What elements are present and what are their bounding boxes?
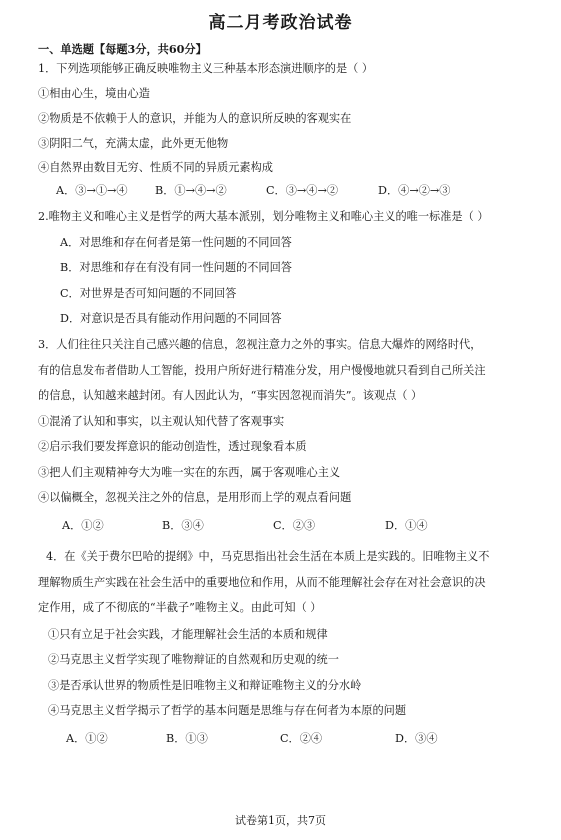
option-d[interactable]: D．①④ (385, 519, 428, 532)
statement-item: ②启示我们要发挥意识的能动创造性，透过现象看本质 (38, 440, 307, 453)
option-b[interactable]: B．对思维和存在有没有同一性问题的不同回答 (60, 261, 292, 274)
option-d[interactable]: D．④→②→③ (378, 184, 451, 197)
option-b[interactable]: B．③④ (162, 519, 204, 532)
section-heading: 一、单选题【每题3分，共60分】 (38, 42, 207, 56)
option-b[interactable]: B．①③ (166, 732, 208, 745)
statement-item: ①混淆了认知和事实，以主观认知代替了客观事实 (38, 415, 285, 428)
statement-item: ③是否承认世界的物质性是旧唯物主义和辩证唯物主义的分水岭 (48, 679, 362, 692)
option-c[interactable]: C．②③ (273, 519, 316, 532)
statement-item: ②物质是不依赖于人的意识，并能为人的意识所反映的客观实在 (38, 112, 352, 125)
question-stem: 2.唯物主义和唯心主义是哲学的两大基本派别，划分唯物主义和唯心主义的唯一标准是（ ） (38, 210, 489, 223)
option-a[interactable]: A．①② (66, 732, 108, 745)
option-c[interactable]: C．③→④→② (266, 184, 339, 197)
question-stem: 1．下列选项能够正确反映唯物主义三种基本形态演进顺序的是（ ） (38, 62, 374, 75)
statement-item: ③阴阳二气，充满太虚，此外更无他物 (38, 137, 229, 150)
statement-item: ④马克思主义哲学揭示了哲学的基本问题是思维与存在何者为本原的问题 (48, 704, 407, 717)
statement-item: ④自然界由数目无穷、性质不同的异质元素构成 (38, 161, 273, 174)
option-d[interactable]: D．③④ (395, 732, 438, 745)
statement-item: ①只有立足于社会实践，才能理解社会生活的本质和规律 (48, 628, 328, 641)
option-a[interactable]: A．③→①→④ (56, 184, 128, 197)
statement-item: ④以偏概全，忽视关注之外的信息，是用形而上学的观点看问题 (38, 491, 352, 504)
statement-item: ③把人们主观精神夸大为唯一实在的东西，属于客观唯心主义 (38, 466, 341, 479)
question-stem: 有的信息发布者借助人工智能，投用户所好进行精准分发，用户慢慢地就只看到自己所关注 (38, 364, 486, 377)
page-footer: 试卷第1页，共7页 (235, 814, 326, 827)
option-a[interactable]: A．①② (62, 519, 104, 532)
question-stem: 3．人们往往只关注自己感兴趣的信息，忽视注意力之外的事实。信息大爆炸的网络时代， (38, 338, 482, 351)
question-stem: 定作用，成了不彻底的“半截子”唯物主义。由此可知（ ） (38, 601, 322, 614)
option-a[interactable]: A．对思维和存在何者是第一性问题的不同回答 (60, 236, 292, 249)
page-title: 高二月考政治试卷 (208, 13, 353, 33)
question-stem: 的信息，认知越来越封闭。有人因此认为，“事实因忽视而消失”。该观点（ ） (38, 389, 423, 402)
question-stem: 4．在《关于费尔巴哈的提纲》中，马克思指出社会生活在本质上是实践的。旧唯物主义不 (46, 550, 490, 563)
option-c[interactable]: C．②④ (280, 732, 323, 745)
statement-item: ②马克思主义哲学实现了唯物辩证的自然观和历史观的统一 (48, 653, 339, 666)
option-c[interactable]: C．对世界是否可知问题的不同回答 (60, 287, 237, 300)
option-d[interactable]: D．对意识是否具有能动作用问题的不同回答 (60, 312, 282, 325)
statement-item: ①相由心生，境由心造 (38, 87, 150, 100)
question-stem: 理解物质生产实践在社会生活中的重要地位和作用，从而不能理解社会存在对社会意识的决 (38, 576, 486, 589)
option-b[interactable]: B．①→④→② (155, 184, 227, 197)
